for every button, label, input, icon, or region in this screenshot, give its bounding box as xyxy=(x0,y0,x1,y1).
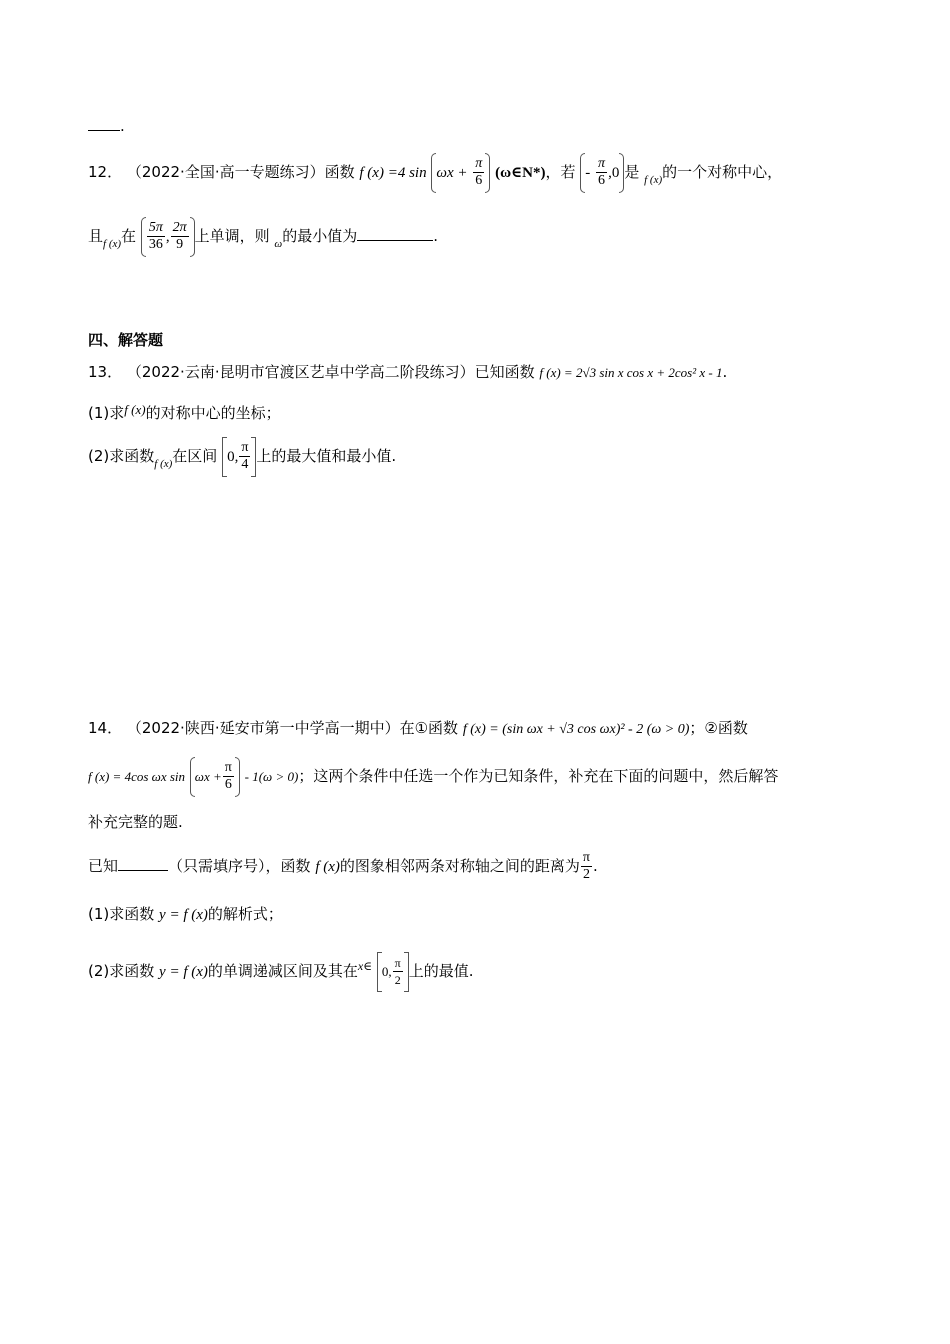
part-label: (1) xyxy=(88,905,110,923)
q14-line3: 补充完整的题. xyxy=(88,813,183,831)
top-blank-line: . xyxy=(88,116,125,136)
fraction-pi-6: $\frac{\pi}{6}$ xyxy=(598,156,606,188)
question-source: （2022·全国·高一专题练习） xyxy=(126,163,325,181)
part-label: (2) xyxy=(88,962,110,980)
question-number: 14． xyxy=(88,719,123,737)
q13-part2: (2)求函数$_{f (x)}$在区间 0, $\frac{\pi}{4}$ 上的最大值和最小值. xyxy=(88,436,396,484)
q14-line4: 已知 （只需填序号），函数 f (x)的图象相邻两条对称轴之间的距离为 $\frac{\pi}{2}$ . xyxy=(88,850,598,882)
math-function: f (x) =4 sin xyxy=(359,165,427,181)
q14-part1: (1)求函数 y = f (x)的解析式； xyxy=(88,905,283,923)
q12-line2: 且$_{f (x)}$在 $\frac{5\pi}{36}$ , $\frac{2\pi}{9}$ 上单调，则 $_\omega$的最小值为 . xyxy=(88,216,438,264)
part-label: (2) xyxy=(88,447,110,465)
fraction-5pi-36: $\frac{5\pi}{36}$ xyxy=(148,220,163,252)
q14-part2: (2)求函数 y = f (x)的单调递减区间及其在$^{x\in}$ 0, $\frac{\pi}{2}$ 上的最值. xyxy=(88,946,474,992)
question-source: （2022·云南·昆明市官渡区艺卓中学高二阶段练习） xyxy=(126,363,475,381)
q12-line1: 12． （2022·全国·高一专题练习）函数 f (x) =4 sin ωx + $\frac{\pi}{6}$ (ω∈N*)，若 - $\frac{\pi}{6}$ ,0 是 $_{f (x)}$的一个对称中心， xyxy=(88,152,782,200)
answer-blank[interactable] xyxy=(88,116,120,131)
answer-blank[interactable] xyxy=(357,226,433,241)
fraction-pi-6: $\frac{\pi}{6}$ xyxy=(475,156,483,188)
q13-line1: 13． （2022·云南·昆明市官渡区艺卓中学高二阶段练习）已知函数 f (x) = 2√3 sin x cos x + 2cos² x - 1. xyxy=(88,363,728,381)
section-title: 四、解答题 xyxy=(88,331,164,349)
q13-part1: (1)求f (x)的对称中心的坐标； xyxy=(88,402,281,422)
fraction-pi-4: $\frac{\pi}{4}$ xyxy=(241,440,249,472)
math-formula: f (x) = 2√3 sin x cos x + 2cos² x - 1 xyxy=(539,365,723,380)
q14-line2: f (x) = 4cos ωx sin ωx + $\frac{\pi}{6}$ - 1(ω > 0)；这两个条件中任选一个作为已知条件，补充在下面的问题中，然后解答 xyxy=(88,756,778,797)
math-condition-2: f (x) = 4cos ωx sin xyxy=(88,769,186,784)
part-label: (1) xyxy=(88,404,110,422)
fraction-pi-2: $\frac{\pi}{2}$ xyxy=(394,956,401,987)
fraction-2pi-9: $\frac{2\pi}{9}$ xyxy=(172,220,187,252)
domain-condition: (ω∈N*) xyxy=(495,165,546,181)
fraction-pi-2: $\frac{\pi}{2}$ xyxy=(582,850,590,882)
fraction-pi-6: $\frac{\pi}{6}$ xyxy=(224,760,232,792)
question-number: 12． xyxy=(88,163,123,181)
math-condition-1: f (x) = (sin ωx + √3 cos ωx)² - 2 (ω > 0) xyxy=(462,722,690,737)
right-paren xyxy=(485,153,490,193)
q14-line1: 14． （2022·陕西·延安市第一中学高一期中）在①函数 f (x) = (sin ωx + √3 cos ωx)² - 2 (ω > 0)；②函数 xyxy=(88,719,748,737)
question-source: （2022·陕西·延安市第一中学高一期中） xyxy=(126,719,400,737)
answer-blank[interactable] xyxy=(118,856,168,871)
question-number: 13． xyxy=(88,363,123,381)
